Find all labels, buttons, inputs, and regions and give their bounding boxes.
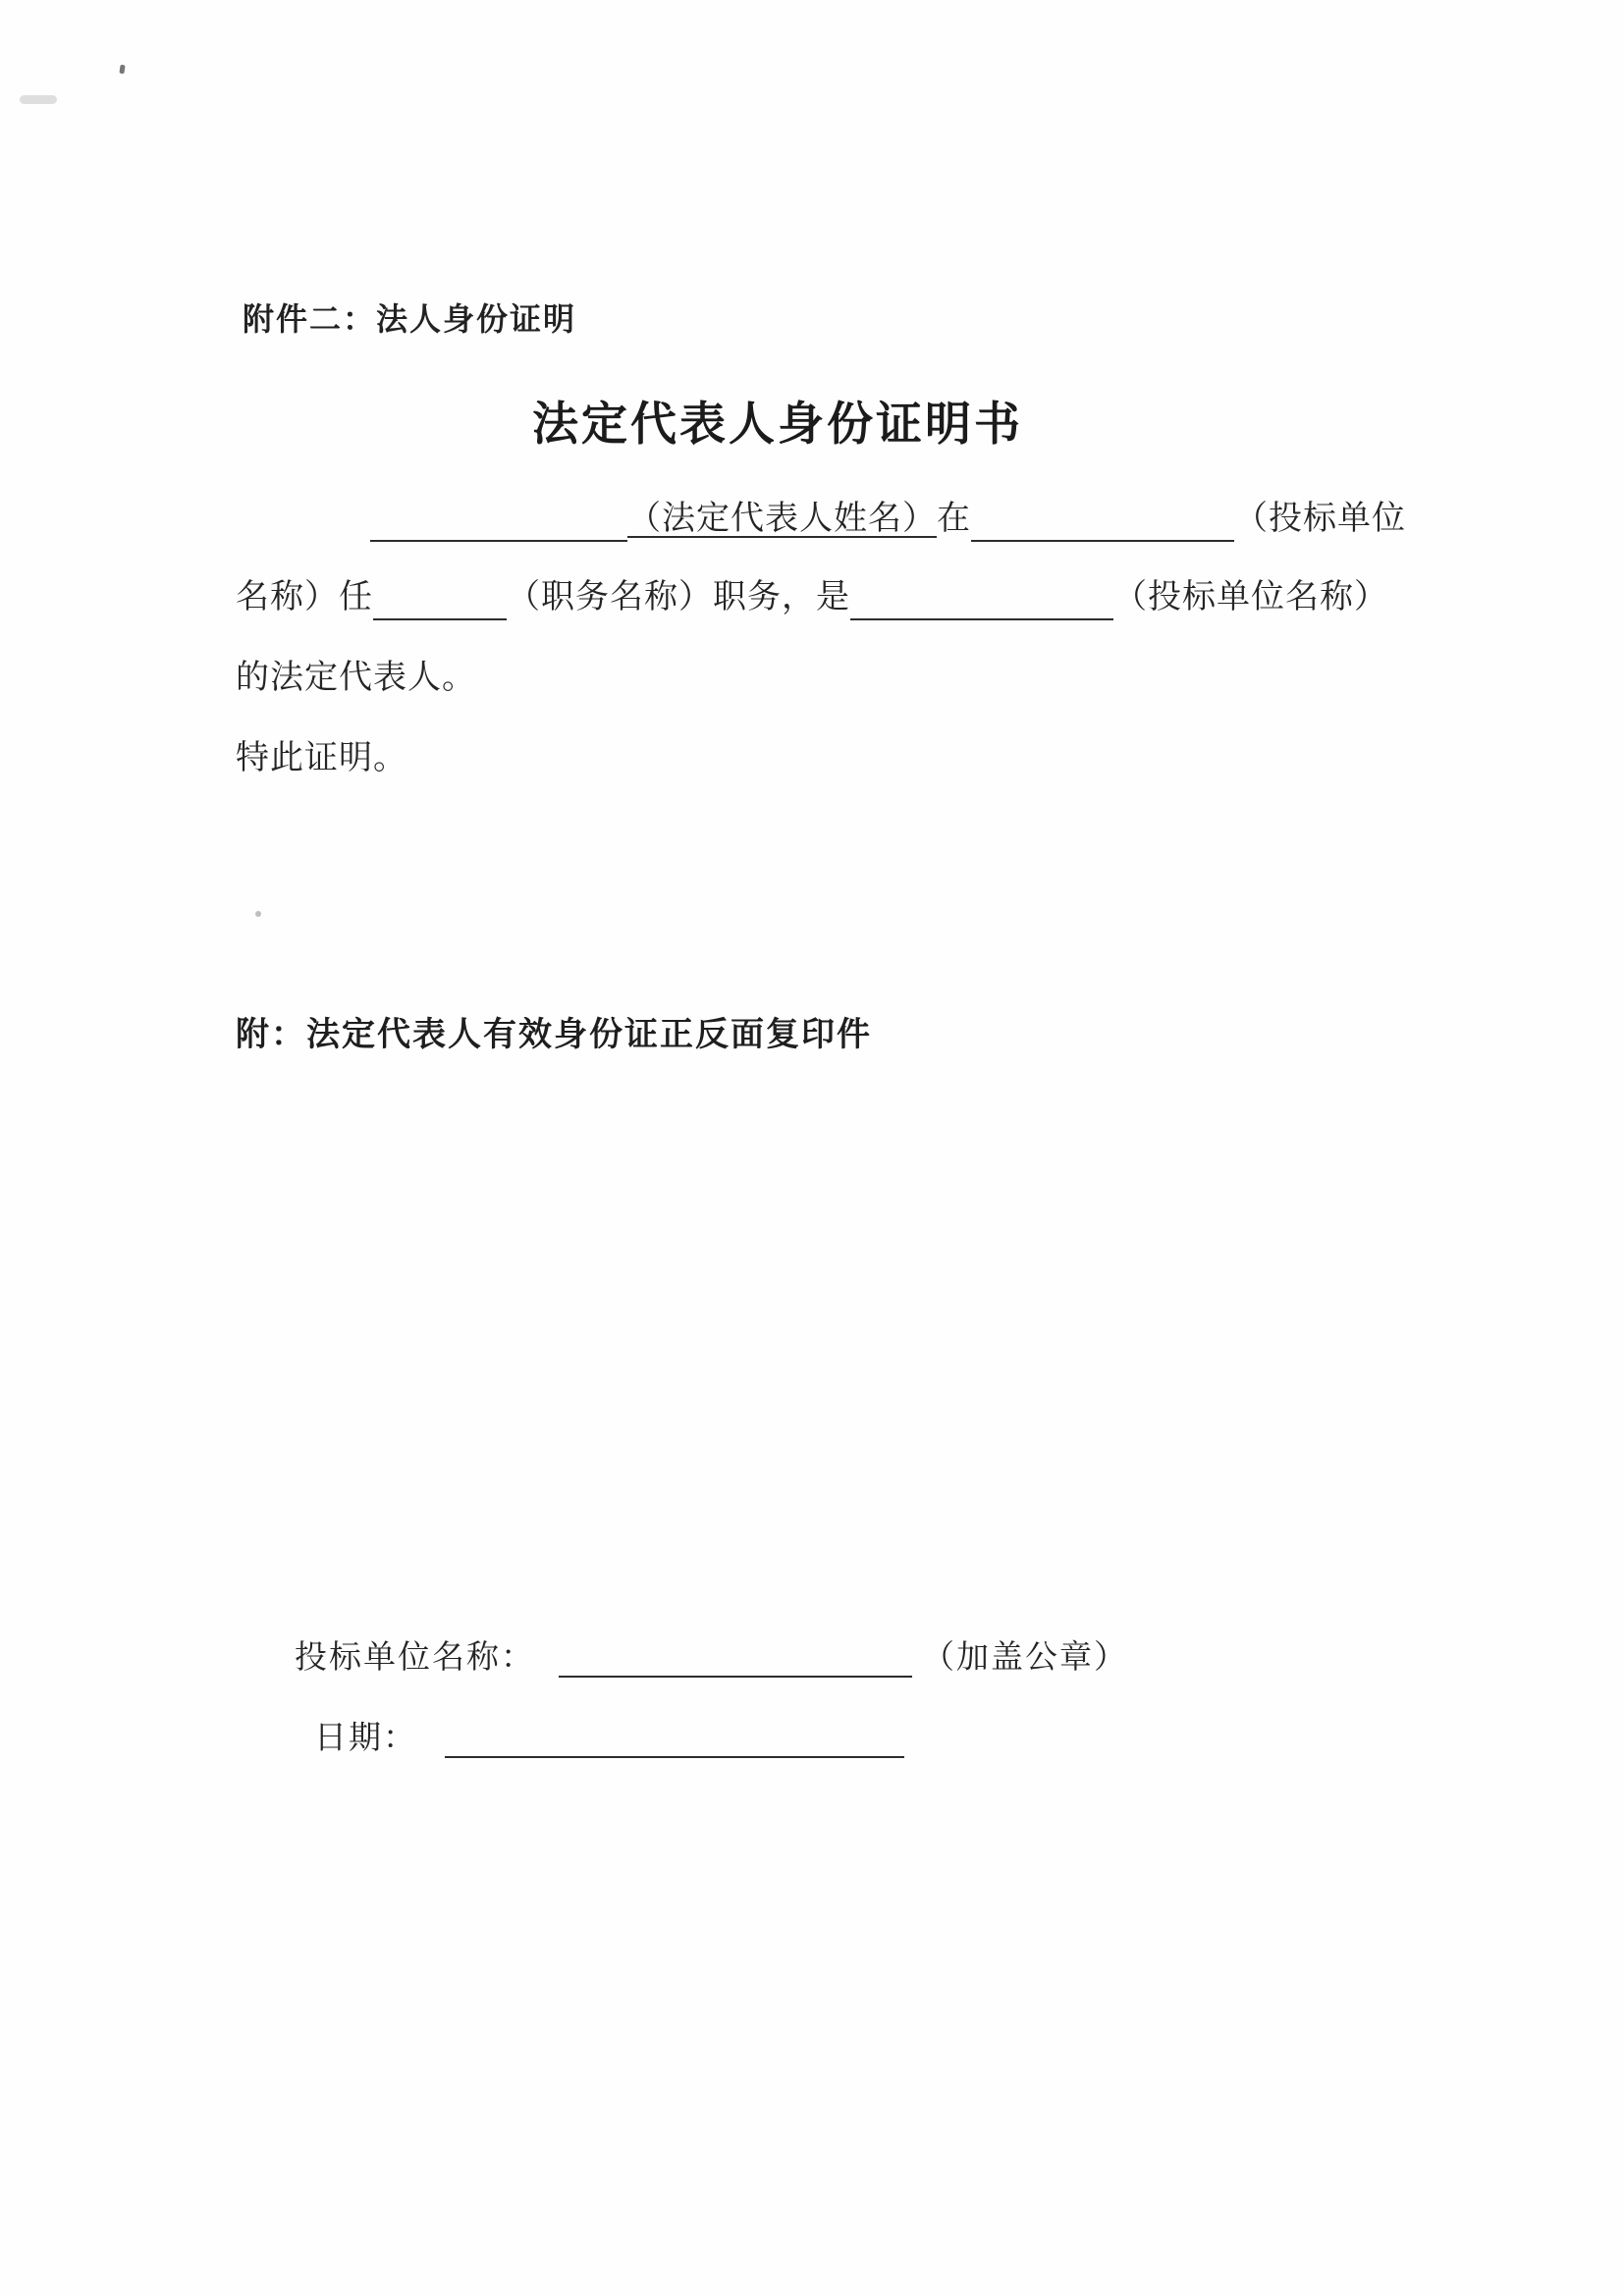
footer-company-name-blank xyxy=(559,1636,912,1678)
footer-company-row xyxy=(295,1631,1128,1678)
line2-lead-text: 名称）任 xyxy=(236,579,373,615)
paragraph-line-3: 的法定代表人。 xyxy=(236,660,476,696)
paragraph-line-4: 特此证明。 xyxy=(236,740,407,776)
footer-date-blank xyxy=(445,1717,904,1758)
company-name-blank-1 xyxy=(971,501,1234,542)
scan-smudge xyxy=(20,95,57,104)
line2-tail-text: （投标单位名称） xyxy=(1113,579,1388,615)
legal-rep-name-blank xyxy=(370,501,627,542)
footer-seal-note: （加盖公章） xyxy=(922,1640,1128,1676)
footer-date-row xyxy=(314,1712,904,1758)
line1-tail-text: （投标单位 xyxy=(1234,501,1406,537)
legal-rep-name-hint: （法定代表人姓名） xyxy=(627,497,937,538)
position-title-blank xyxy=(373,579,507,620)
company-name-blank-2 xyxy=(850,579,1113,620)
scan-speck xyxy=(119,65,125,75)
paragraph-line-1 xyxy=(370,497,1406,542)
text-after-name: 在 xyxy=(937,501,971,537)
footer-company-label: 投标单位名称： xyxy=(295,1640,535,1676)
attachment-note: 附：法定代表人有效身份证正反面复印件 xyxy=(236,1017,872,1053)
footer-date-label: 日期： xyxy=(314,1721,417,1756)
document-title: 法定代表人身份证明书 xyxy=(532,400,1023,451)
line2-mid-text: （职务名称）职务，是 xyxy=(507,579,850,615)
attachment-label: 附件二：法人身份证明 xyxy=(243,301,577,337)
paragraph-line-2 xyxy=(236,575,1388,620)
scan-speck xyxy=(255,911,261,917)
